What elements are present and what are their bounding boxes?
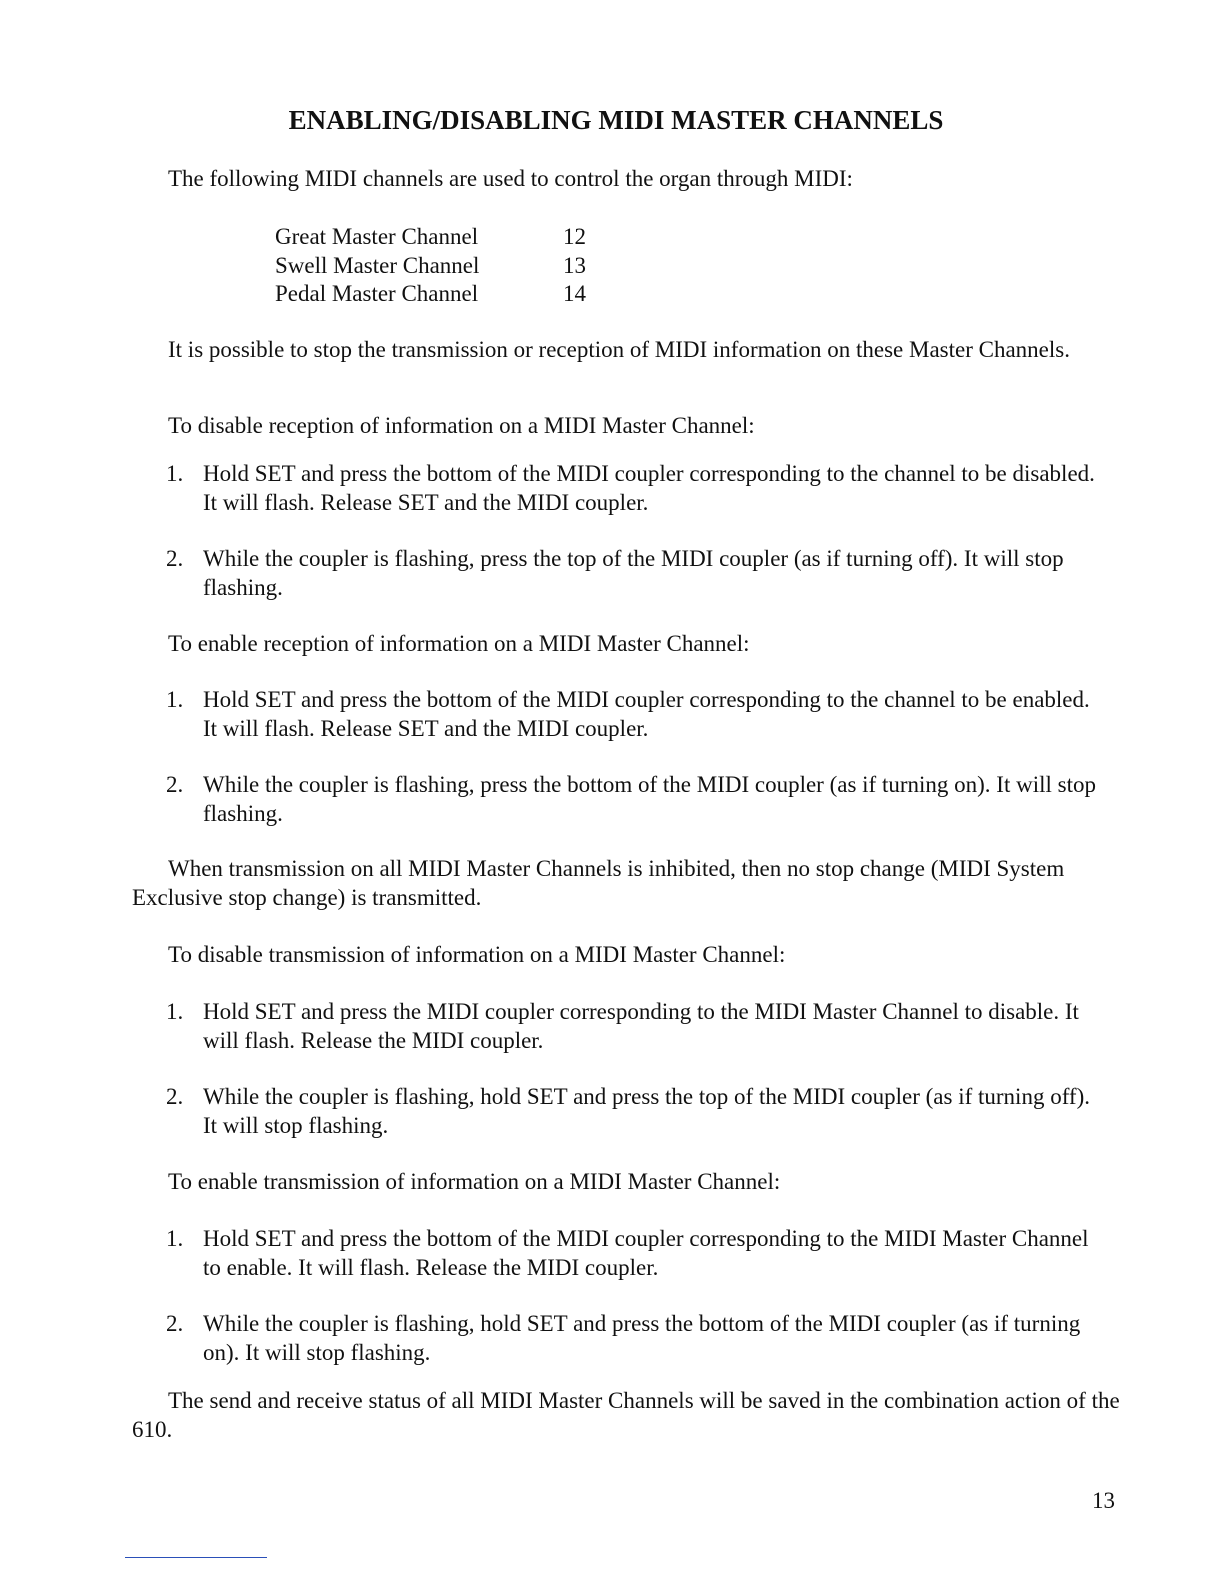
step-number: 1. (166, 999, 184, 1024)
channel-number: 14 (563, 281, 586, 306)
disable-transmission-heading (132, 940, 1122, 969)
disable-reception-step-2 (166, 544, 1106, 602)
enable-transmission-step-2 (166, 1309, 1106, 1367)
transmission-note (132, 854, 1122, 912)
enable-transmission-heading-text: To enable transmission of information on a MIDI Master Channel: (168, 1169, 781, 1194)
enable-reception-step-1 (166, 685, 1106, 743)
disable-reception-step-1 (166, 459, 1106, 517)
step-number: 1. (166, 461, 184, 486)
disable-transmission-heading-text: To disable transmission of information on a MIDI Master Channel: (168, 942, 786, 967)
step-text: While the coupler is flashing, hold SET and press the bottom of the MIDI coupler (as if turning on). It will stop flashing. (203, 1311, 1081, 1365)
step-text: While the coupler is flashing, press the bottom of the MIDI coupler (as if turning on). It will stop flashing. (203, 772, 1096, 826)
channel-number: 13 (563, 252, 586, 278)
enable-transmission-heading (132, 1167, 1122, 1196)
footer-rule (125, 1557, 267, 1558)
channel-number: 12 (563, 224, 586, 249)
closing-text: The send and receive status of all MIDI Master Channels will be saved in the combination action of the 610. (132, 1388, 1120, 1442)
intro-paragraph (132, 164, 1122, 193)
step-text: Hold SET and press the MIDI coupler corresponding to the MIDI Master Channel to disable. It will flash. Release the MIDI coupler. (203, 999, 1079, 1053)
step-number: 2. (166, 546, 184, 571)
disable-transmission-step-2 (166, 1082, 1106, 1140)
disable-reception-heading (132, 411, 1122, 440)
possible-text: It is possible to stop the transmission or reception of MIDI information on these Master Channels. (168, 337, 1070, 362)
channel-row-great (275, 222, 603, 251)
channel-row-pedal (275, 279, 603, 308)
step-number: 2. (166, 772, 184, 797)
step-text: Hold SET and press the bottom of the MIDI coupler corresponding to the MIDI Master Channel to enable. It will flash. Release the MIDI coupler. (203, 1226, 1089, 1280)
disable-reception-heading-text: To disable reception of information on a MIDI Master Channel: (168, 413, 755, 438)
page-title: ENABLING/DISABLING MIDI MASTER CHANNELS (288, 105, 944, 135)
channel-list (275, 222, 603, 308)
page-number: 13 (1092, 1488, 1115, 1513)
step-number: 1. (166, 687, 184, 712)
step-number: 2. (166, 1311, 184, 1336)
channel-name: Swell Master Channel (275, 252, 480, 278)
enable-reception-heading (132, 629, 1122, 658)
intro-text: The following MIDI channels are used to control the organ through MIDI: (168, 166, 853, 191)
step-text: Hold SET and press the bottom of the MIDI coupler corresponding to the channel to be enabled. It will flash. Release SET and the MIDI coupler. (203, 687, 1090, 741)
step-text: While the coupler is flashing, press the top of the MIDI coupler (as if turning off). It will stop flashing. (203, 546, 1064, 600)
closing-paragraph (132, 1386, 1122, 1444)
transmission-note-text: When transmission on all MIDI Master Channels is inhibited, then no stop change (MIDI System Exclusive stop change) is transmitted. (132, 856, 1065, 910)
channel-row-swell (275, 251, 603, 280)
step-text: Hold SET and press the bottom of the MIDI coupler corresponding to the channel to be disabled. It will flash. Release SET and the MIDI coupler. (203, 461, 1095, 515)
channel-name: Pedal Master Channel (275, 281, 479, 306)
step-text: While the coupler is flashing, hold SET and press the top of the MIDI coupler (as if turning off). It will stop flashing. (203, 1084, 1091, 1138)
step-number: 1. (166, 1226, 184, 1251)
disable-transmission-step-1 (166, 997, 1106, 1055)
possible-paragraph (132, 335, 1122, 364)
step-number: 2. (166, 1084, 184, 1109)
enable-reception-heading-text: To enable reception of information on a MIDI Master Channel: (168, 631, 750, 656)
channel-name: Great Master Channel (275, 224, 479, 249)
enable-reception-step-2 (166, 770, 1106, 828)
enable-transmission-step-1 (166, 1224, 1106, 1282)
